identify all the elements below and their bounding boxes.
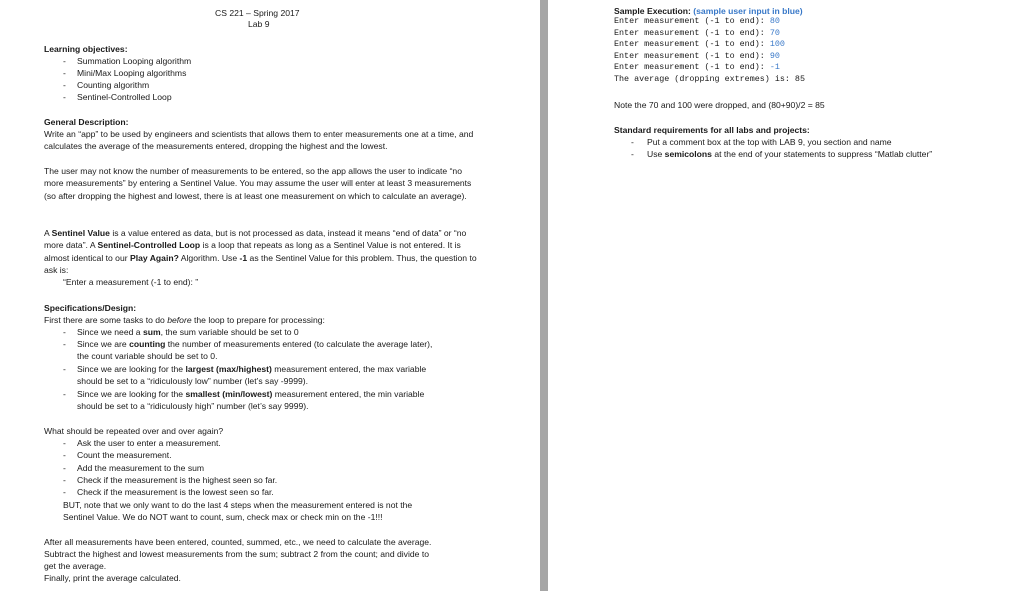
after-line: Finally, print the average calculated.	[44, 573, 181, 583]
general-heading: General Description:	[44, 117, 129, 127]
user-input: -1	[769, 62, 780, 73]
bullet-dash: -	[63, 389, 66, 399]
bullet-dash: -	[63, 438, 66, 448]
repeat-note: BUT, note that we only want to do the last 4 steps when the measurement entered is not the	[63, 500, 413, 510]
spec-item-continued: the count variable should be set to 0.	[77, 351, 218, 361]
repeat-item: Check if the measurement is the lowest seen so far.	[77, 487, 274, 497]
sample-note: Note the 70 and 100 were dropped, and (80+90)/2 = 85	[614, 100, 825, 110]
after-line: After all measurements have been entered, counted, summed, etc., we need to calculate the average.	[44, 537, 432, 547]
bullet-dash: -	[63, 92, 66, 102]
sample-line	[614, 51, 780, 63]
text: as the Sentinel Value for this problem. Thus, the question to ask is:	[44, 252, 477, 275]
prompt-text: Enter measurement (-1 to end):	[614, 27, 770, 38]
sample-heading-note: (sample user input in blue)	[693, 6, 803, 16]
spec-item	[77, 388, 424, 400]
sample-line	[614, 62, 780, 74]
standard-item: Put a comment box at the top with LAB 9, you section and name	[647, 137, 892, 147]
bold-text: Sentinel-Controlled Loop	[97, 240, 201, 251]
text: is a loop that repeats as long as a Sentinel Value is not entered. It is almost identical to our	[44, 240, 461, 263]
text: Use	[647, 149, 665, 159]
bold-text: Play Again?	[129, 252, 179, 263]
text: , the sum variable should be set to 0	[160, 327, 299, 337]
bullet-dash: -	[63, 80, 66, 90]
bullet-dash: -	[63, 450, 66, 460]
after-line: get the average.	[44, 561, 107, 571]
lab-title: Lab 9	[248, 19, 270, 29]
bullet-dash: -	[63, 463, 66, 473]
text: at the end of your statements to suppress “Matlab clutter”	[711, 149, 933, 159]
repeat-item: Count the measurement.	[77, 450, 172, 460]
sample-result: The average (dropping extremes) is: 85	[614, 74, 805, 84]
bullet-dash: -	[63, 364, 66, 374]
course-title: CS 221 – Spring 2017	[215, 8, 300, 18]
sentinel-paragraph	[44, 227, 479, 276]
bullet-dash: -	[63, 339, 66, 349]
bullet-dash: -	[63, 56, 66, 66]
repeat-item: Add the measurement to the sum	[77, 463, 205, 473]
text: the number of measurements entered (to calculate the average later),	[165, 339, 433, 349]
text: measurement entered, the max variable	[271, 364, 427, 374]
prompt-text: Enter measurement (-1 to end):	[614, 16, 770, 26]
prompt-text: Enter measurement (-1 to end):	[614, 50, 770, 61]
prompt-text: Enter measurement (-1 to end):	[614, 39, 770, 50]
text: measurement entered, the min variable	[272, 389, 425, 399]
text: the loop to prepare for processing:	[191, 315, 325, 325]
bold-text: sum	[142, 327, 161, 337]
sample-line	[614, 28, 780, 40]
sample-line	[614, 39, 785, 51]
general-paragraph-2: The user may not know the number of measurements to be entered, so the app allows the user to indicate “no more measurements” by entering a Sentinel Value. You may assume the user will enter at least 3 measurements (so after dropping the highest and lowest, there is at least one measurement on which to calculate an average).	[44, 166, 472, 201]
text: Sample Execution:	[614, 6, 691, 16]
bullet-dash: -	[63, 68, 66, 78]
text: is a value entered as data, but is not processed as data, instead it means “end of data” or “no more data”. A	[44, 228, 467, 251]
repeat-heading: What should be repeated over and over again?	[44, 426, 224, 436]
text: First there are some tasks to do	[44, 315, 168, 325]
standard-item	[647, 148, 932, 160]
bullet-dash: -	[631, 149, 634, 159]
text: Algorithm. Use	[178, 252, 240, 263]
bold-text: counting	[129, 339, 166, 349]
bullet-dash: -	[63, 327, 66, 337]
spec-item	[77, 326, 299, 338]
text: Since we are looking for the	[77, 364, 186, 374]
repeat-item: Check if the measurement is the highest seen so far.	[77, 475, 278, 485]
spec-item	[77, 338, 432, 350]
spec-heading: Specifications/Design:	[44, 303, 137, 313]
bold-text: -1	[239, 252, 248, 263]
spec-item-continued: should be set to a “ridiculously high” number (let’s say 9999).	[77, 401, 309, 411]
bold-text: largest (max/highest)	[185, 364, 272, 374]
bold-text: Sentinel Value	[51, 228, 110, 238]
spec-intro	[44, 314, 325, 326]
right-page	[548, 0, 1024, 591]
repeat-note: Sentinel Value. We do NOT want to count, sum, check max or check min on the -1!!!	[63, 512, 383, 522]
text: Since we are	[77, 339, 130, 349]
text: Since we are looking for the	[77, 389, 186, 399]
spec-item	[77, 363, 426, 375]
prompt-example: “Enter a measurement (-1 to end): ”	[63, 277, 199, 287]
spec-item-continued: should be set to a “ridiculously low” number (let’s say -9999).	[77, 376, 309, 386]
italic-text: before	[167, 315, 192, 325]
prompt-text: Enter measurement (-1 to end):	[614, 62, 770, 73]
user-input: 100	[769, 39, 785, 50]
repeat-item: Ask the user to enter a measurement.	[77, 438, 221, 448]
bullet-dash: -	[631, 137, 634, 147]
bold-text: semicolons	[664, 149, 712, 159]
text: Since we need a	[77, 327, 143, 337]
objective-item: Mini/Max Looping algorithms	[77, 68, 187, 78]
bold-text: smallest (min/lowest)	[185, 389, 273, 399]
text: A	[44, 228, 52, 238]
page-divider	[540, 0, 548, 591]
general-paragraph-1: Write an “app” to be used by engineers and scientists that allows them to enter measurements one at a time, and calculates the average of the measurements entered, dropping the highest and the lowest.	[44, 129, 474, 152]
bullet-dash: -	[63, 475, 66, 485]
standard-heading: Standard requirements for all labs and projects:	[614, 125, 810, 135]
user-input: 80	[769, 16, 780, 26]
bullet-dash: -	[63, 487, 66, 497]
sample-line	[614, 16, 780, 28]
after-line: Subtract the highest and lowest measurements from the sum; subtract 2 from the count; and divide to	[44, 549, 430, 559]
user-input: 90	[769, 50, 780, 61]
objective-item: Counting algorithm	[77, 80, 150, 90]
user-input: 70	[769, 27, 780, 38]
objective-item: Summation Looping algorithm	[77, 56, 192, 66]
objective-item: Sentinel-Controlled Loop	[77, 92, 172, 102]
objectives-heading: Learning objectives:	[44, 44, 128, 54]
